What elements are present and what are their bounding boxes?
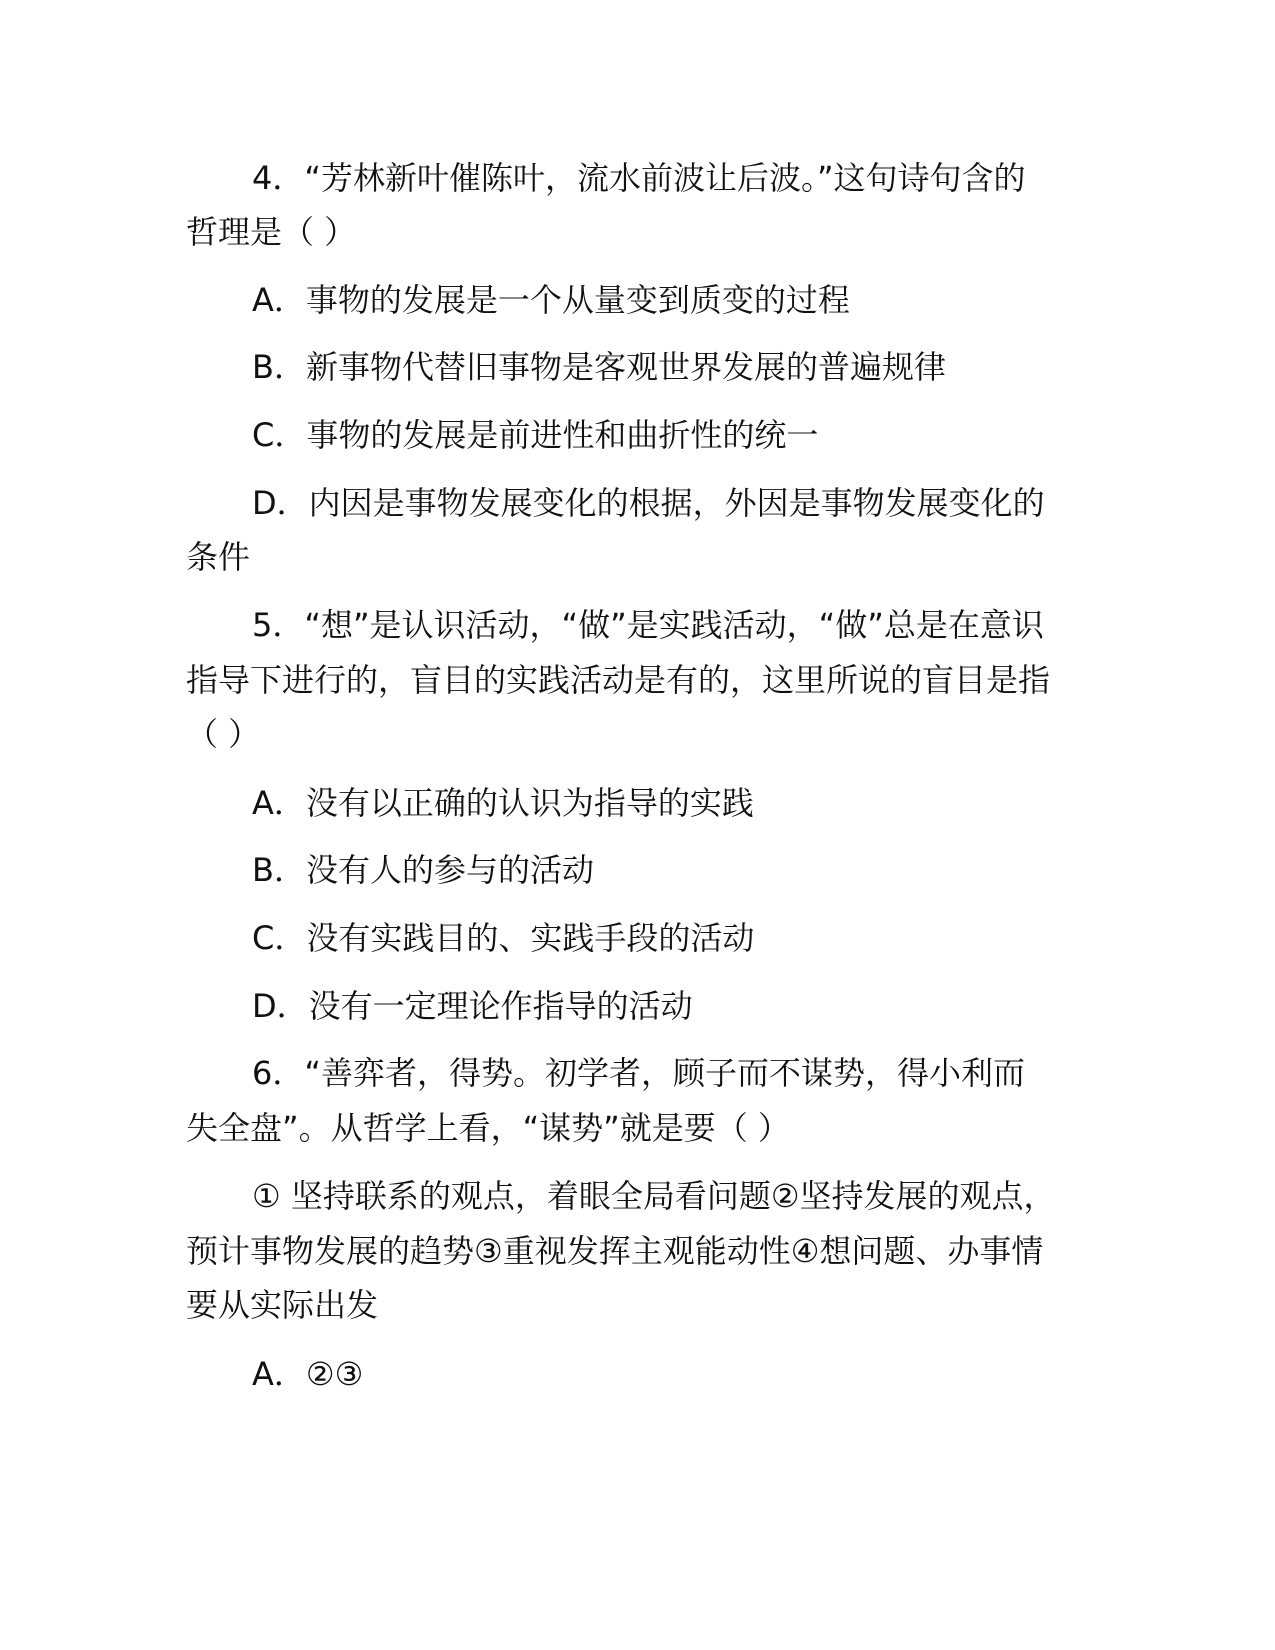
question-6-statements-line-2: 预计事物发展的趋势③重视发挥主观能动性④想问题、办事情 <box>186 1232 1044 1270</box>
question-4-option-d-line-2: 条件 <box>186 538 251 576</box>
question-5-stem-line-2: 指导下进行的，盲目的实践活动是有的，这里所说的盲目是指 <box>186 661 1051 699</box>
question-4-stem-line-1: 4．“芳林新叶催陈叶，流水前波让后波。”这句诗句含的 <box>252 159 1026 197</box>
question-6-stem-line-2: 失全盘”。从哲学上看，“谋势”就是要（ ） <box>186 1109 790 1147</box>
question-4-option-b: B．新事物代替旧事物是客观世界发展的普遍规律 <box>252 348 946 386</box>
question-4-option-a: A．事物的发展是一个从量变到质变的过程 <box>252 281 850 319</box>
question-6-option-a: A．②③ <box>252 1355 364 1393</box>
question-4-option-d-line-1: D．内因是事物发展变化的根据，外因是事物发展变化的 <box>252 484 1045 522</box>
question-6-statements-line-3: 要从实际出发 <box>186 1286 379 1324</box>
question-5-option-a: A．没有以正确的认识为指导的实践 <box>252 784 754 822</box>
question-5-option-d: D．没有一定理论作指导的活动 <box>252 987 693 1025</box>
question-4-option-c: C．事物的发展是前进性和曲折性的统一 <box>252 416 819 454</box>
question-5-option-c: C．没有实践目的、实践手段的活动 <box>252 919 755 957</box>
question-5-stem-line-3: （ ） <box>186 715 261 753</box>
question-6-statements-line-1: ① 坚持联系的观点，着眼全局看问题②坚持发展的观点， <box>252 1177 1056 1215</box>
question-6-stem-line-1: 6．“善弈者，得势。初学者，顾子而不谋势，得小利而 <box>252 1054 1025 1092</box>
question-5-stem-line-1: 5．“想”是认识活动，“做”是实践活动，“做”总是在意识 <box>252 606 1044 644</box>
question-4-stem-line-2: 哲理是（ ） <box>186 213 357 251</box>
question-5-option-b: B．没有人的参与的活动 <box>252 851 594 889</box>
